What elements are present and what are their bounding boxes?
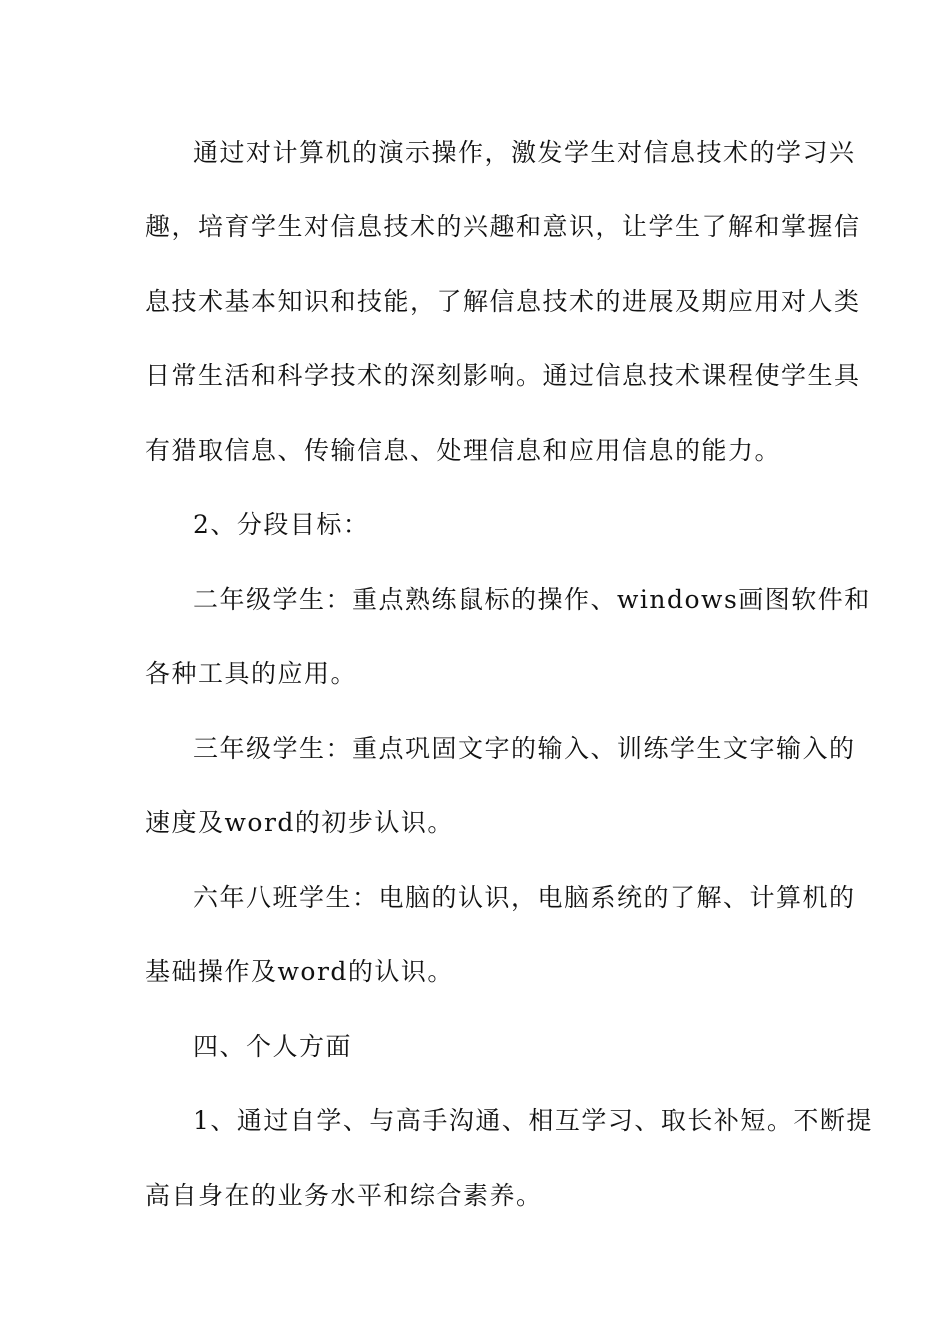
paragraph-1-line-2: 趣，培育学生对信息技术的兴趣和意识，让学生了解和掌握信 [145, 212, 861, 241]
section-heading-stage-goals: 2、分段目标： [193, 510, 370, 539]
paragraph-1-line-3: 息技术基本知识和技能，了解信息技术的进展及期应用对人类 [145, 287, 861, 316]
paragraph-1-line-5: 有猎取信息、传输信息、处理信息和应用信息的能力。 [145, 436, 782, 465]
personal-item-1-line-1: 1、通过自学、与高手沟通、相互学习、取长补短。不断提 [193, 1106, 873, 1135]
personal-item-1-line-2: 高自身在的业务水平和综合素养。 [145, 1181, 543, 1210]
paragraph-1-line-4: 日常生活和科学技术的深刻影响。通过信息技术课程使学生具 [145, 361, 861, 390]
grade-2-goal-line-2: 各种工具的应用。 [145, 659, 358, 688]
grade-6-goal-line-2: 基础操作及word的认识。 [145, 957, 454, 986]
section-heading-personal: 四、个人方面 [193, 1032, 353, 1061]
grade-6-goal-line-1: 六年八班学生：电脑的认识，电脑系统的了解、计算机的 [193, 883, 856, 912]
grade-2-goal-line-1: 二年级学生：重点熟练鼠标的操作、windows画图软件和 [193, 585, 871, 614]
paragraph-1-line-1: 通过对计算机的演示操作，激发学生对信息技术的学习兴 [193, 138, 856, 167]
grade-3-goal-line-2: 速度及word的初步认识。 [145, 808, 454, 837]
grade-3-goal-line-1: 三年级学生：重点巩固文字的输入、训练学生文字输入的 [193, 734, 856, 763]
